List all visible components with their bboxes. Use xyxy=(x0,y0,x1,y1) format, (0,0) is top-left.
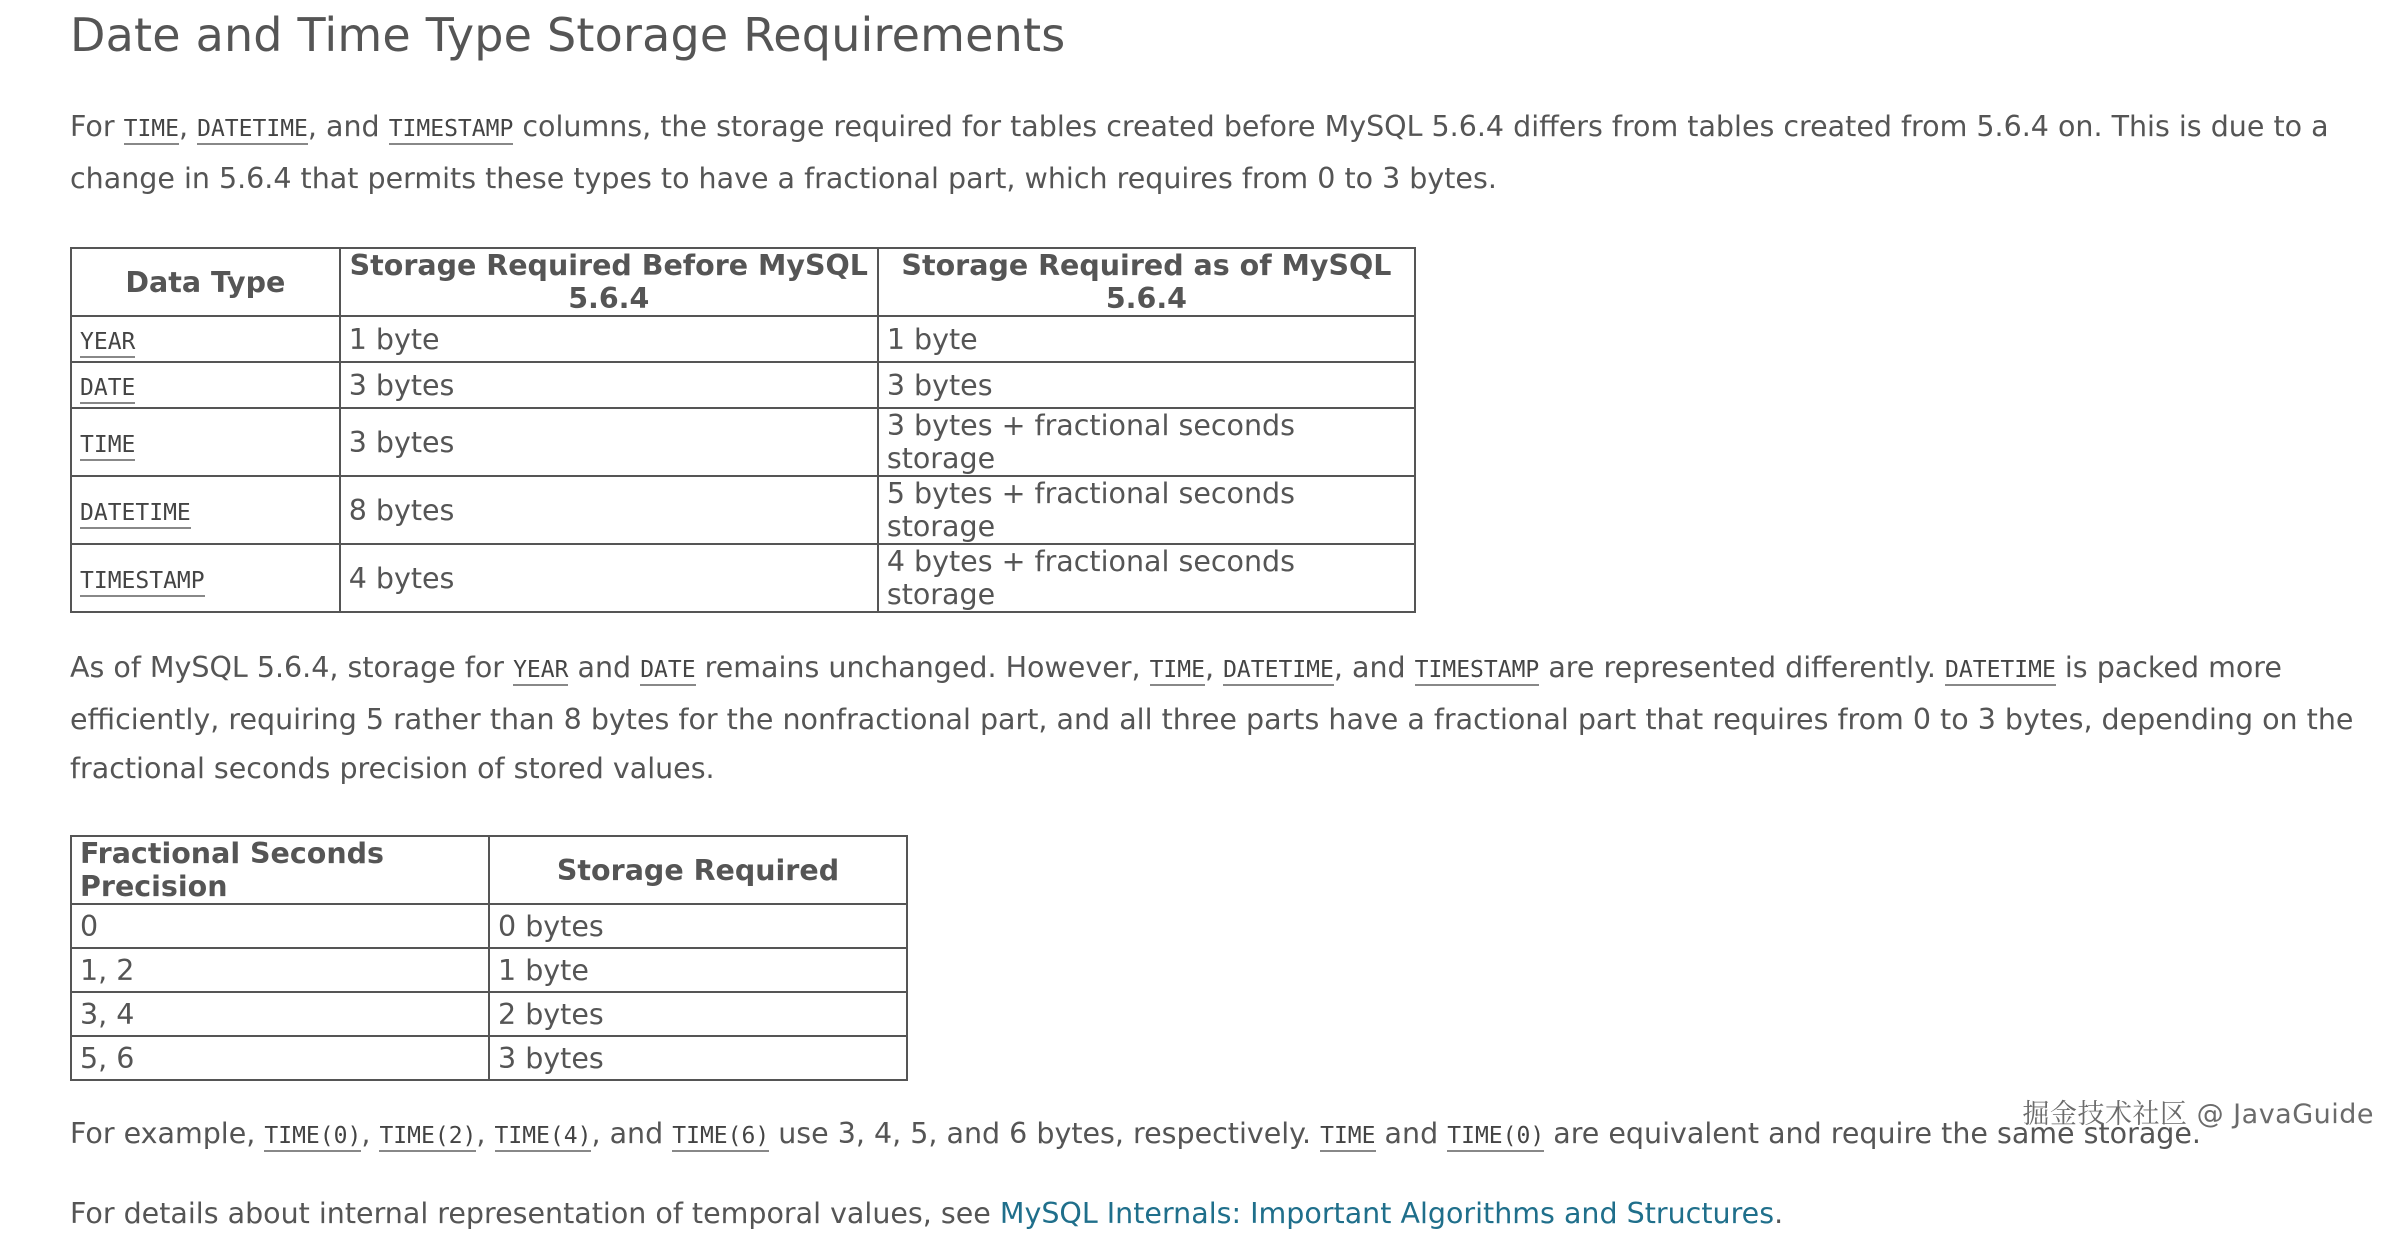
code-time-0[interactable]: TIME(0) xyxy=(1447,1123,1544,1152)
text-run: are represented differently. xyxy=(1539,651,1946,684)
table-row xyxy=(71,544,1415,612)
details-paragraph xyxy=(70,643,2370,793)
type-code-link[interactable]: TIMESTAMP xyxy=(80,568,205,597)
type-cell xyxy=(71,544,340,612)
text-run: As of MySQL 5.6.4, storage for xyxy=(70,651,514,684)
text-run: are equivalent and require the same storage. xyxy=(1544,1117,2201,1150)
code-datetime[interactable]: DATETIME xyxy=(1945,657,2056,686)
precision-cell: 3, 4 xyxy=(71,992,489,1036)
text-run: use 3, 4, 5, and 6 bytes, respectively. xyxy=(769,1117,1321,1150)
before-cell: 3 bytes xyxy=(340,408,878,476)
text-run: , xyxy=(178,110,198,143)
table-row xyxy=(71,476,1415,544)
storage-cell: 1 byte xyxy=(489,948,907,992)
text-run: , xyxy=(476,1117,495,1150)
table-row xyxy=(71,1036,907,1080)
before-cell: 1 byte xyxy=(340,316,878,362)
header-storage-asof: Storage Required as of MySQL 5.6.4 xyxy=(878,248,1415,316)
type-cell xyxy=(71,316,340,362)
text-run: and xyxy=(568,651,641,684)
precision-cell: 0 xyxy=(71,904,489,948)
code-timestamp[interactable]: TIMESTAMP xyxy=(1415,657,1540,686)
precision-cell: 5, 6 xyxy=(71,1036,489,1080)
code-year[interactable]: YEAR xyxy=(513,657,568,686)
type-code-link[interactable]: YEAR xyxy=(80,329,135,358)
before-cell: 8 bytes xyxy=(340,476,878,544)
code-time-4[interactable]: TIME(4) xyxy=(495,1123,592,1152)
table-header-row xyxy=(71,248,1415,316)
code-time[interactable]: TIME xyxy=(124,116,179,145)
text-run: , and xyxy=(591,1117,673,1150)
code-time-2[interactable]: TIME(2) xyxy=(379,1123,476,1152)
header-storage-before: Storage Required Before MySQL 5.6.4 xyxy=(340,248,878,316)
text-run: is packed more efficiently, requiring 5 rather than 8 bytes for the nonfractional part, and all three parts have a fractional part that requires from 0 to 3 bytes, depending on the fractional seconds precision of stored values. xyxy=(70,651,2354,785)
type-cell xyxy=(71,408,340,476)
text-run: , xyxy=(1204,651,1224,684)
code-datetime[interactable]: DATETIME xyxy=(197,116,308,145)
text-run: and xyxy=(1375,1117,1448,1150)
text-run: For xyxy=(70,110,124,143)
table-row xyxy=(71,362,1415,408)
document-body xyxy=(70,0,2370,1238)
storage-cell: 2 bytes xyxy=(489,992,907,1036)
table-header-row xyxy=(71,836,907,904)
asof-cell: 5 bytes + fractional seconds storage xyxy=(878,476,1415,544)
type-code-link[interactable]: DATE xyxy=(80,375,135,404)
type-cell xyxy=(71,476,340,544)
type-cell xyxy=(71,362,340,408)
storage-cell: 0 bytes xyxy=(489,904,907,948)
table-row xyxy=(71,316,1415,362)
watermark: 掘金技术社区 @ JavaGuide xyxy=(2022,1099,2374,1130)
text-run: , and xyxy=(307,110,389,143)
text-run: , xyxy=(361,1117,380,1150)
storage-cell: 3 bytes xyxy=(489,1036,907,1080)
section-heading: Date and Time Type Storage Requirements xyxy=(70,8,1066,62)
code-time-0[interactable]: TIME(0) xyxy=(264,1123,361,1152)
text-run: For example, xyxy=(70,1117,265,1150)
mysql-internals-link[interactable]: MySQL Internals: Important Algorithms and Structures xyxy=(999,1197,1775,1230)
header-precision: Fractional Seconds Precision xyxy=(71,836,489,904)
code-time[interactable]: TIME xyxy=(1150,657,1205,686)
header-data-type: Data Type xyxy=(71,248,340,316)
code-timestamp[interactable]: TIMESTAMP xyxy=(389,116,514,145)
text-run: , and xyxy=(1333,651,1415,684)
asof-cell: 4 bytes + fractional seconds storage xyxy=(878,544,1415,612)
code-time[interactable]: TIME xyxy=(1320,1123,1375,1152)
code-datetime[interactable]: DATETIME xyxy=(1223,657,1334,686)
code-date[interactable]: DATE xyxy=(640,657,695,686)
text-run: remains unchanged. However, xyxy=(695,651,1150,684)
asof-cell: 3 bytes xyxy=(878,362,1415,408)
text-run: columns, the storage required for tables created before MySQL 5.6.4 differs from tables created from 5.6.4 on. This is due to a change in 5.6.4 that permits these types to have a fractional part, which requires from 0 to 3 bytes. xyxy=(70,110,2329,195)
storage-requirements-table xyxy=(70,247,1416,613)
table-row xyxy=(71,992,907,1036)
asof-cell: 1 byte xyxy=(878,316,1415,362)
before-cell: 4 bytes xyxy=(340,544,878,612)
code-time-6[interactable]: TIME(6) xyxy=(672,1123,769,1152)
intro-paragraph xyxy=(70,102,2370,203)
table-row xyxy=(71,408,1415,476)
before-cell: 3 bytes xyxy=(340,362,878,408)
table-row xyxy=(71,948,907,992)
precision-cell: 1, 2 xyxy=(71,948,489,992)
type-code-link[interactable]: DATETIME xyxy=(80,500,191,529)
asof-cell: 3 bytes + fractional seconds storage xyxy=(878,408,1415,476)
internals-paragraph xyxy=(70,1189,2370,1238)
text-run: For details about internal representation of temporal values, see xyxy=(70,1197,1000,1230)
text-run: . xyxy=(1774,1197,1784,1230)
type-code-link[interactable]: TIME xyxy=(80,432,135,461)
table-row xyxy=(71,904,907,948)
fractional-seconds-table xyxy=(70,835,908,1081)
header-storage-required: Storage Required xyxy=(489,836,907,904)
